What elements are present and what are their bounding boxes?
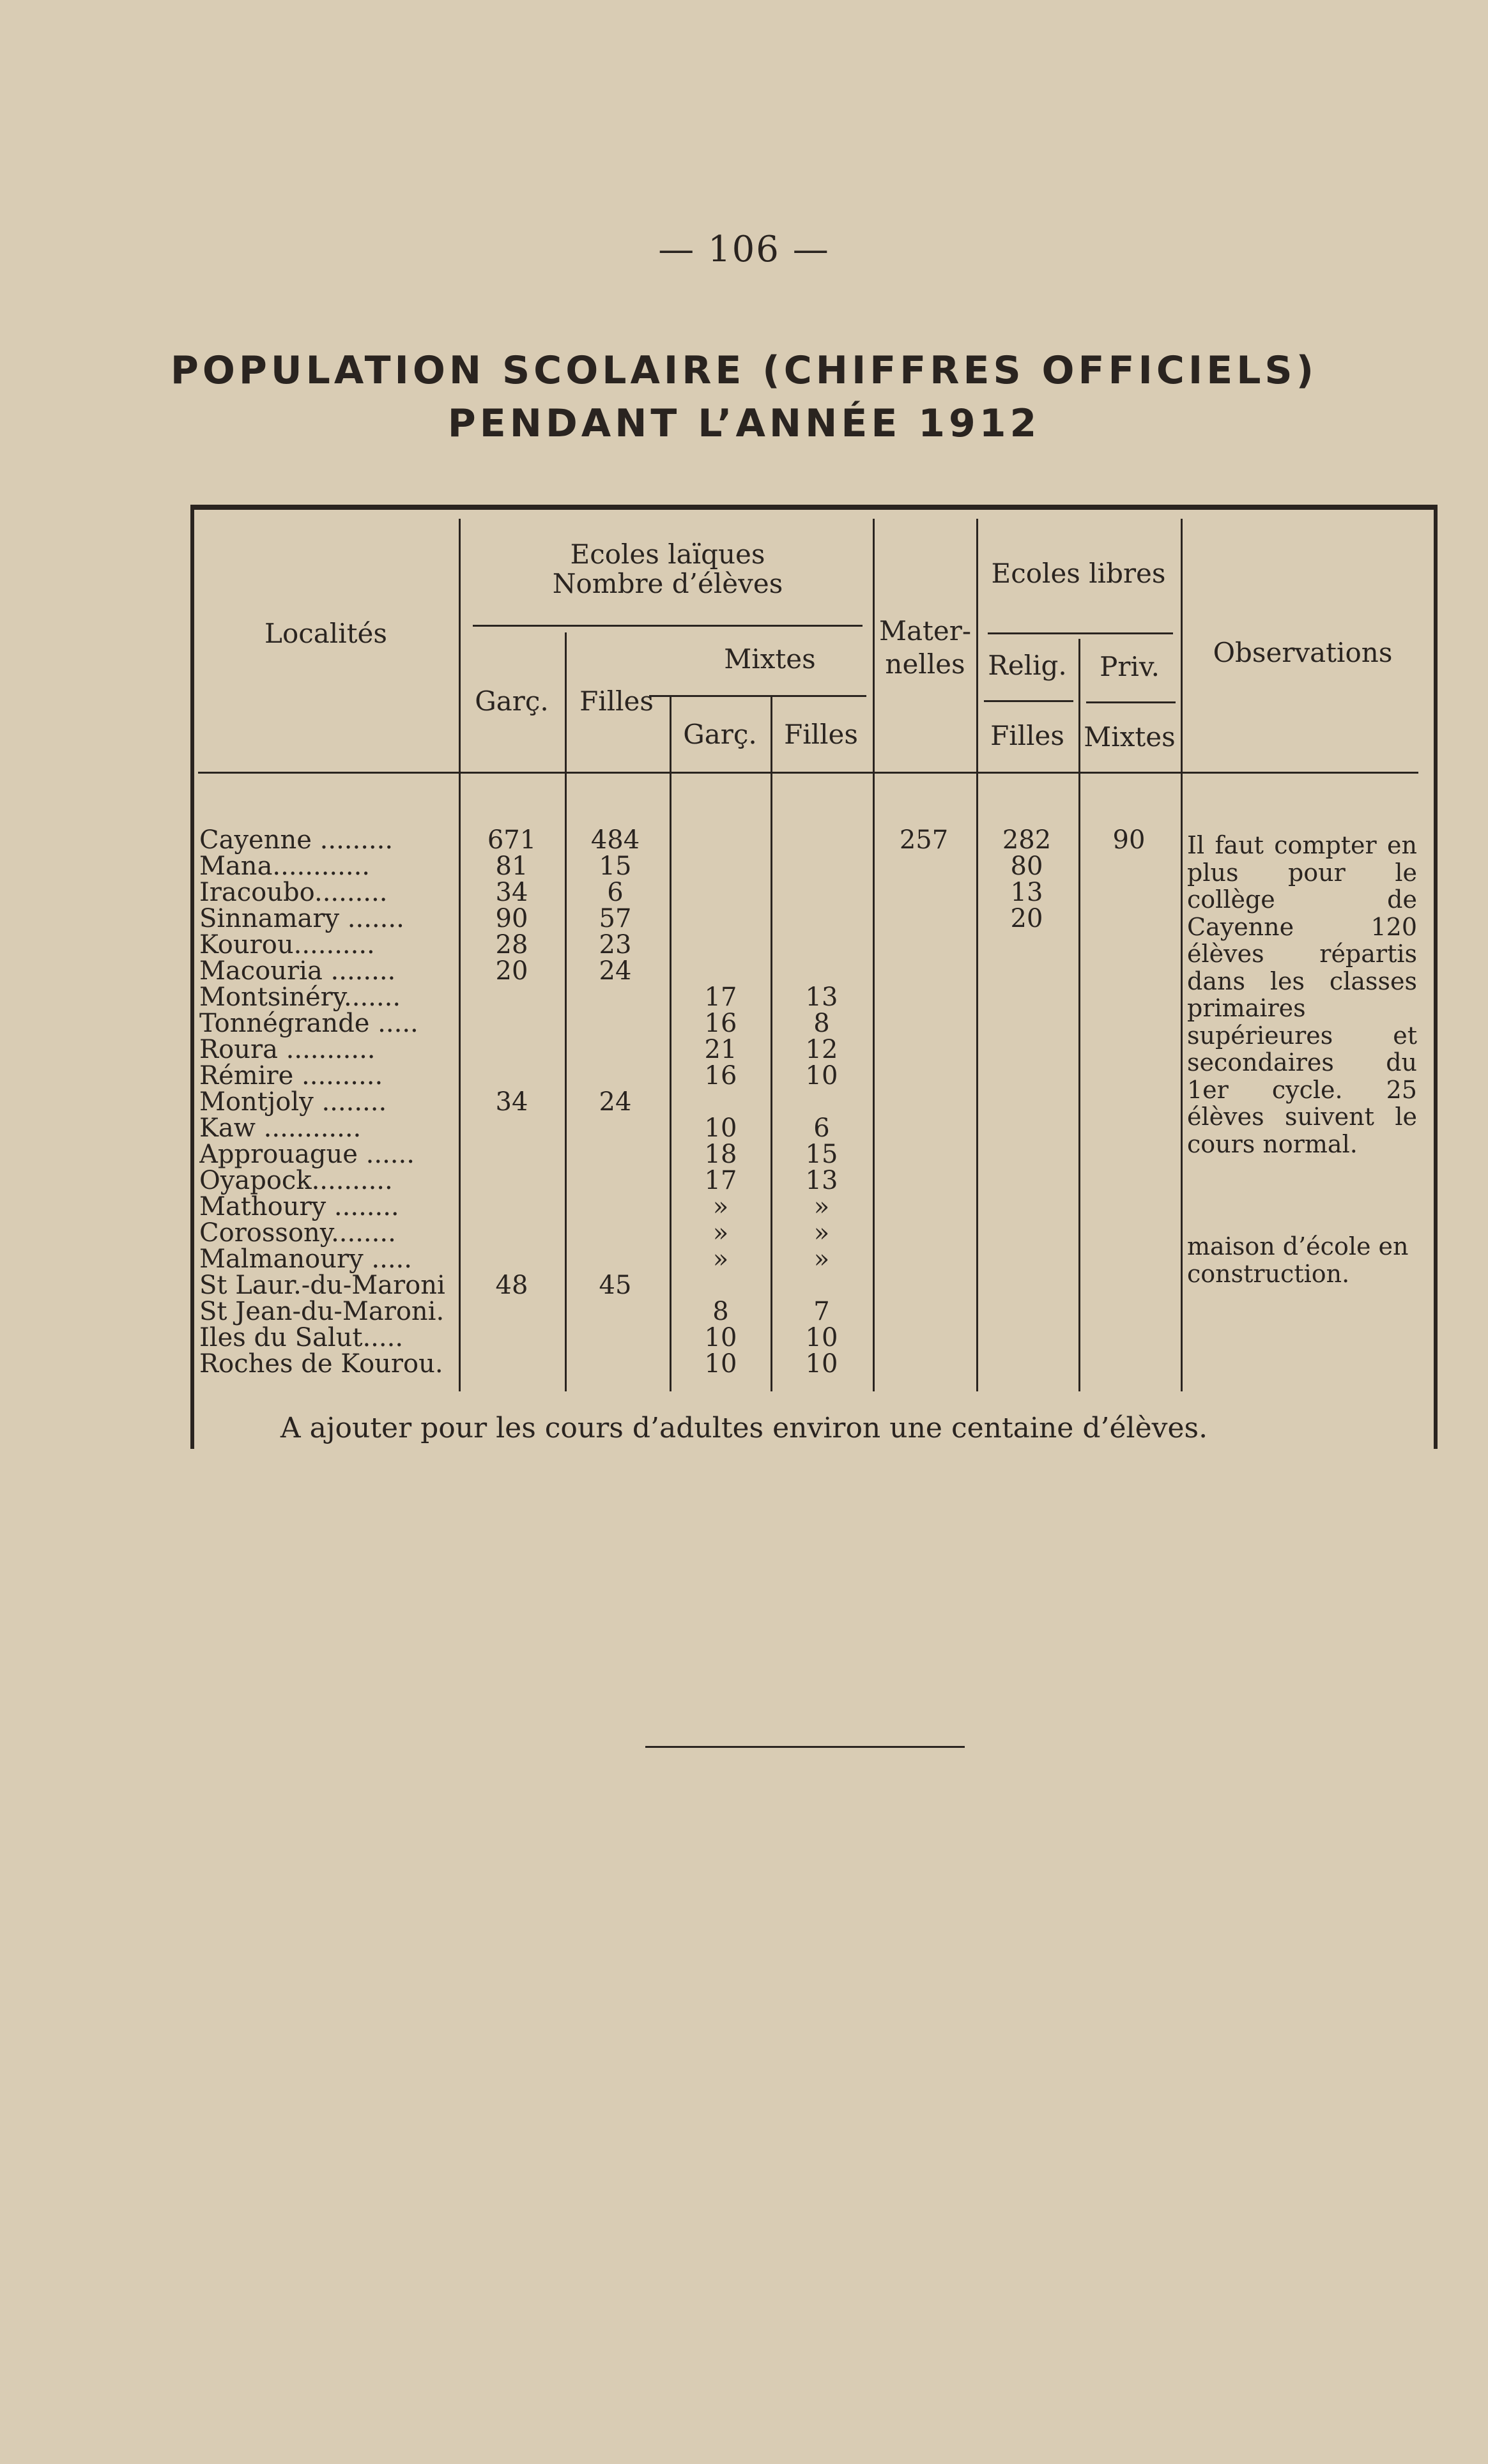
cell-mg: 16 <box>704 1009 737 1038</box>
cell-mg: » <box>712 1244 729 1274</box>
header-priv: Priv. <box>1100 651 1160 682</box>
page-title: POPULATION SCOLAIRE (CHIFFRES OFFICIELS) <box>170 348 1318 393</box>
row-localite: Roura ........... <box>199 1035 376 1064</box>
cell-relig: 13 <box>1010 878 1043 907</box>
cell-garc: 48 <box>495 1271 528 1300</box>
header-relig-filles: Filles <box>990 720 1064 751</box>
header-mixtes: Mixtes <box>724 643 816 675</box>
row-localite: Mana............ <box>199 852 370 881</box>
column-divider <box>873 519 875 1391</box>
cell-garc: 28 <box>495 930 528 960</box>
row-localite: Roches de Kourou. <box>199 1349 443 1379</box>
header-rule <box>988 632 1173 634</box>
cell-garc: 81 <box>495 852 528 881</box>
cell-mf: 10 <box>805 1349 838 1379</box>
header-garc: Garç. <box>475 685 549 717</box>
cell-filles: 6 <box>607 878 624 907</box>
cell-mg: 10 <box>704 1113 737 1143</box>
cell-priv: 90 <box>1112 825 1146 855</box>
cell-mg: 16 <box>704 1061 737 1090</box>
cell-mf: 7 <box>813 1297 830 1326</box>
row-localite: St Laur.-du-Maroni <box>199 1271 445 1300</box>
cell-mf: » <box>813 1218 830 1248</box>
column-divider <box>459 519 461 1391</box>
cell-mg: 17 <box>704 1166 737 1195</box>
row-localite: Corossony........ <box>199 1218 396 1248</box>
cell-mf: 13 <box>805 983 838 1012</box>
observation-maison: maison d’école en construction. <box>1187 1232 1409 1288</box>
cell-mg: 8 <box>712 1297 729 1326</box>
cell-garc: 34 <box>495 1087 528 1117</box>
header-localites: Localités <box>265 618 387 649</box>
row-localite: Kaw ............ <box>199 1113 362 1143</box>
column-divider <box>976 519 978 1391</box>
header-filles: Filles <box>579 685 654 717</box>
header-relig: Relig. <box>988 650 1067 681</box>
header-ecoles-libres: Ecoles libres <box>991 558 1166 589</box>
header-maternelles-1: Mater- <box>878 615 972 647</box>
observation-college: Il faut compter en plus pour le collège de Cayenne 120 élèves répartis dans les classes primaires supérieures et secondaires du 1er cycle. 25 élèves suivent le cours normal. <box>1187 831 1417 1159</box>
cell-mg: 10 <box>704 1323 737 1352</box>
cell-mg: 10 <box>704 1349 737 1379</box>
page-subtitle: PENDANT L’ANNÉE 1912 <box>447 401 1041 446</box>
cell-mf: 10 <box>805 1061 838 1090</box>
cell-mat: 257 <box>899 825 949 855</box>
header-priv-mixtes: Mixtes <box>1084 721 1176 753</box>
cell-mf: » <box>813 1244 830 1274</box>
table-footnote: A ajouter pour les cours d’adultes environ une centaine d’élèves. <box>280 1412 1208 1444</box>
header-bottom-rule <box>198 772 1418 774</box>
column-divider <box>1181 519 1183 1391</box>
row-localite: Macouria ........ <box>199 956 396 986</box>
cell-mg: 17 <box>704 983 737 1012</box>
row-localite: Oyapock.......... <box>199 1166 393 1195</box>
cell-garc: 20 <box>495 956 528 986</box>
cell-mf: 6 <box>813 1113 830 1143</box>
header-rule <box>473 625 863 627</box>
row-localite: Rémire .......... <box>199 1061 383 1090</box>
cell-mg: 18 <box>704 1140 737 1169</box>
cell-mf: 13 <box>805 1166 838 1195</box>
row-localite: Cayenne ......... <box>199 825 394 855</box>
header-ecoles-laiques: Ecoles laïques <box>570 539 765 570</box>
header-rule <box>649 695 866 697</box>
cell-filles: 15 <box>599 852 632 881</box>
column-divider <box>670 696 671 1391</box>
cell-filles: 484 <box>590 825 640 855</box>
column-divider <box>565 632 567 1391</box>
cell-mg: 21 <box>704 1035 737 1064</box>
cell-filles: 45 <box>599 1271 632 1300</box>
cell-mf: 15 <box>805 1140 838 1169</box>
row-localite: Mathoury ........ <box>199 1192 399 1221</box>
header-mixtes-filles: Filles <box>784 719 858 750</box>
cell-filles: 24 <box>599 956 632 986</box>
cell-mf: 10 <box>805 1323 838 1352</box>
cell-filles: 24 <box>599 1087 632 1117</box>
row-localite: Sinnamary ....... <box>199 904 404 933</box>
cell-relig: 20 <box>1010 904 1043 933</box>
header-rule <box>1086 701 1176 703</box>
cell-garc: 34 <box>495 878 528 907</box>
row-localite: Malmanoury ..... <box>199 1244 412 1274</box>
header-rule <box>984 700 1073 702</box>
row-localite: Kourou.......... <box>199 930 375 960</box>
row-localite: Iles du Salut..... <box>199 1323 404 1352</box>
cell-mf: 8 <box>813 1009 830 1038</box>
cell-relig: 80 <box>1010 852 1043 881</box>
header-maternelles-2: nelles <box>885 648 965 680</box>
row-localite: Montsinéry....... <box>199 983 401 1012</box>
header-observations: Observations <box>1213 637 1393 668</box>
page-number: — 106 — <box>658 229 830 270</box>
cell-filles: 57 <box>599 904 632 933</box>
cell-mg: » <box>712 1192 729 1221</box>
row-localite: Iracoubo......... <box>199 878 388 907</box>
cell-filles: 23 <box>599 930 632 960</box>
header-nombre-eleves: Nombre d’élèves <box>552 568 783 599</box>
cell-relig: 282 <box>1002 825 1052 855</box>
cell-garc: 90 <box>495 904 528 933</box>
row-localite: Montjoly ........ <box>199 1087 387 1117</box>
row-localite: Tonnégrande ..... <box>199 1009 418 1038</box>
cell-garc: 671 <box>487 825 537 855</box>
cell-mf: 12 <box>805 1035 838 1064</box>
row-localite: St Jean-du-Maroni. <box>199 1297 445 1326</box>
header-mixtes-garc: Garç. <box>683 719 757 750</box>
cell-mg: » <box>712 1218 729 1248</box>
row-localite: Approuague ...... <box>199 1140 415 1169</box>
column-divider <box>1078 639 1080 1391</box>
end-rule <box>645 1746 965 1748</box>
cell-mf: » <box>813 1192 830 1221</box>
column-divider <box>771 696 772 1391</box>
